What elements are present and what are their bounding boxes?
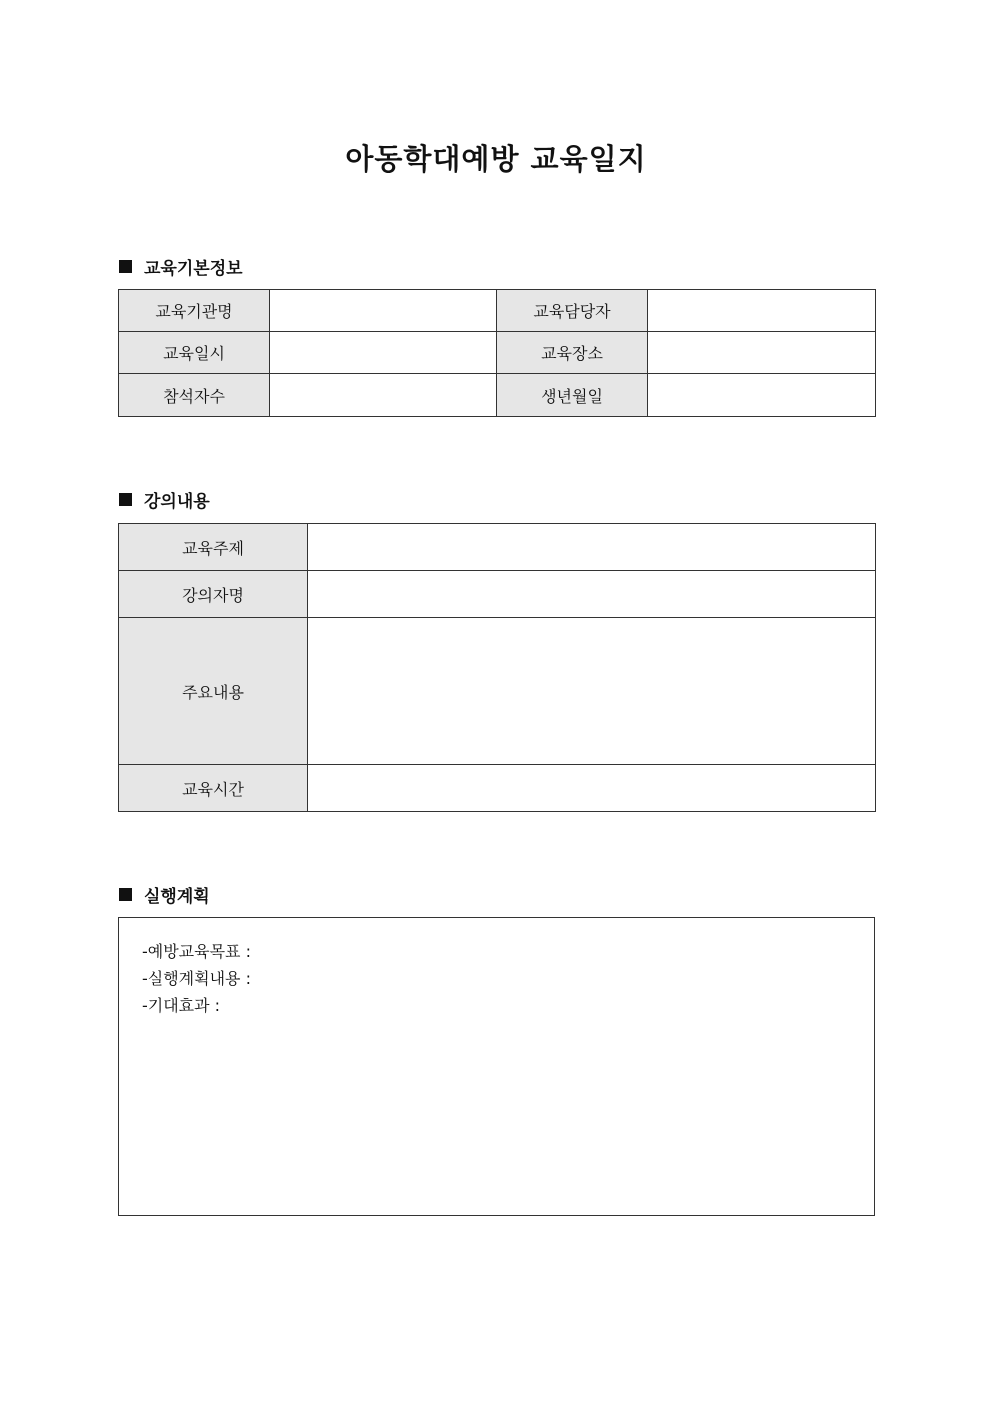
section-heading-basic-info bbox=[119, 254, 243, 279]
section-heading-label: 실행계획 bbox=[144, 887, 210, 907]
plan-box[interactable] bbox=[118, 917, 875, 1216]
table-row bbox=[119, 374, 876, 417]
cell-label-location: 교육장소 bbox=[497, 332, 648, 374]
cell-label-main-content: 주요내용 bbox=[119, 618, 308, 765]
section-heading-label: 교육기본정보 bbox=[144, 259, 243, 279]
section-heading-plan bbox=[119, 882, 210, 907]
table-row bbox=[119, 332, 876, 374]
plan-line-effect: -기대효과 : bbox=[142, 996, 221, 1015]
cell-label-datetime: 교육일시 bbox=[119, 332, 270, 374]
cell-value-birthdate[interactable] bbox=[648, 374, 876, 417]
square-bullet-icon bbox=[119, 493, 132, 506]
cell-value-datetime[interactable] bbox=[270, 332, 497, 374]
plan-line-content: -실행계획내용 : bbox=[142, 969, 251, 988]
cell-value-duration[interactable] bbox=[308, 765, 876, 812]
plan-line-goal: -예방교육목표 : bbox=[142, 942, 251, 961]
square-bullet-icon bbox=[119, 260, 132, 273]
table-row bbox=[119, 524, 876, 571]
cell-label-duration: 교육시간 bbox=[119, 765, 308, 812]
basic-info-table bbox=[118, 289, 876, 417]
cell-value-topic[interactable] bbox=[308, 524, 876, 571]
cell-label-topic: 교육주제 bbox=[119, 524, 308, 571]
cell-value-attendees[interactable] bbox=[270, 374, 497, 417]
page-title: 아동학대예방 교육일지 bbox=[345, 142, 647, 176]
section-heading-lecture bbox=[119, 487, 210, 512]
lecture-table bbox=[118, 523, 876, 812]
cell-label-lecturer: 강의자명 bbox=[119, 571, 308, 618]
cell-value-lecturer[interactable] bbox=[308, 571, 876, 618]
cell-value-main-content[interactable] bbox=[308, 618, 876, 765]
table-row bbox=[119, 290, 876, 332]
cell-value-manager[interactable] bbox=[648, 290, 876, 332]
cell-value-location[interactable] bbox=[648, 332, 876, 374]
cell-label-manager: 교육담당자 bbox=[497, 290, 648, 332]
section-heading-label: 강의내용 bbox=[144, 492, 210, 512]
table-row bbox=[119, 618, 876, 765]
cell-label-attendees: 참석자수 bbox=[119, 374, 270, 417]
square-bullet-icon bbox=[119, 888, 132, 901]
table-row bbox=[119, 765, 876, 812]
cell-label-birthdate: 생년월일 bbox=[497, 374, 648, 417]
table-row bbox=[119, 571, 876, 618]
cell-label-institution: 교육기관명 bbox=[119, 290, 270, 332]
cell-value-institution[interactable] bbox=[270, 290, 497, 332]
